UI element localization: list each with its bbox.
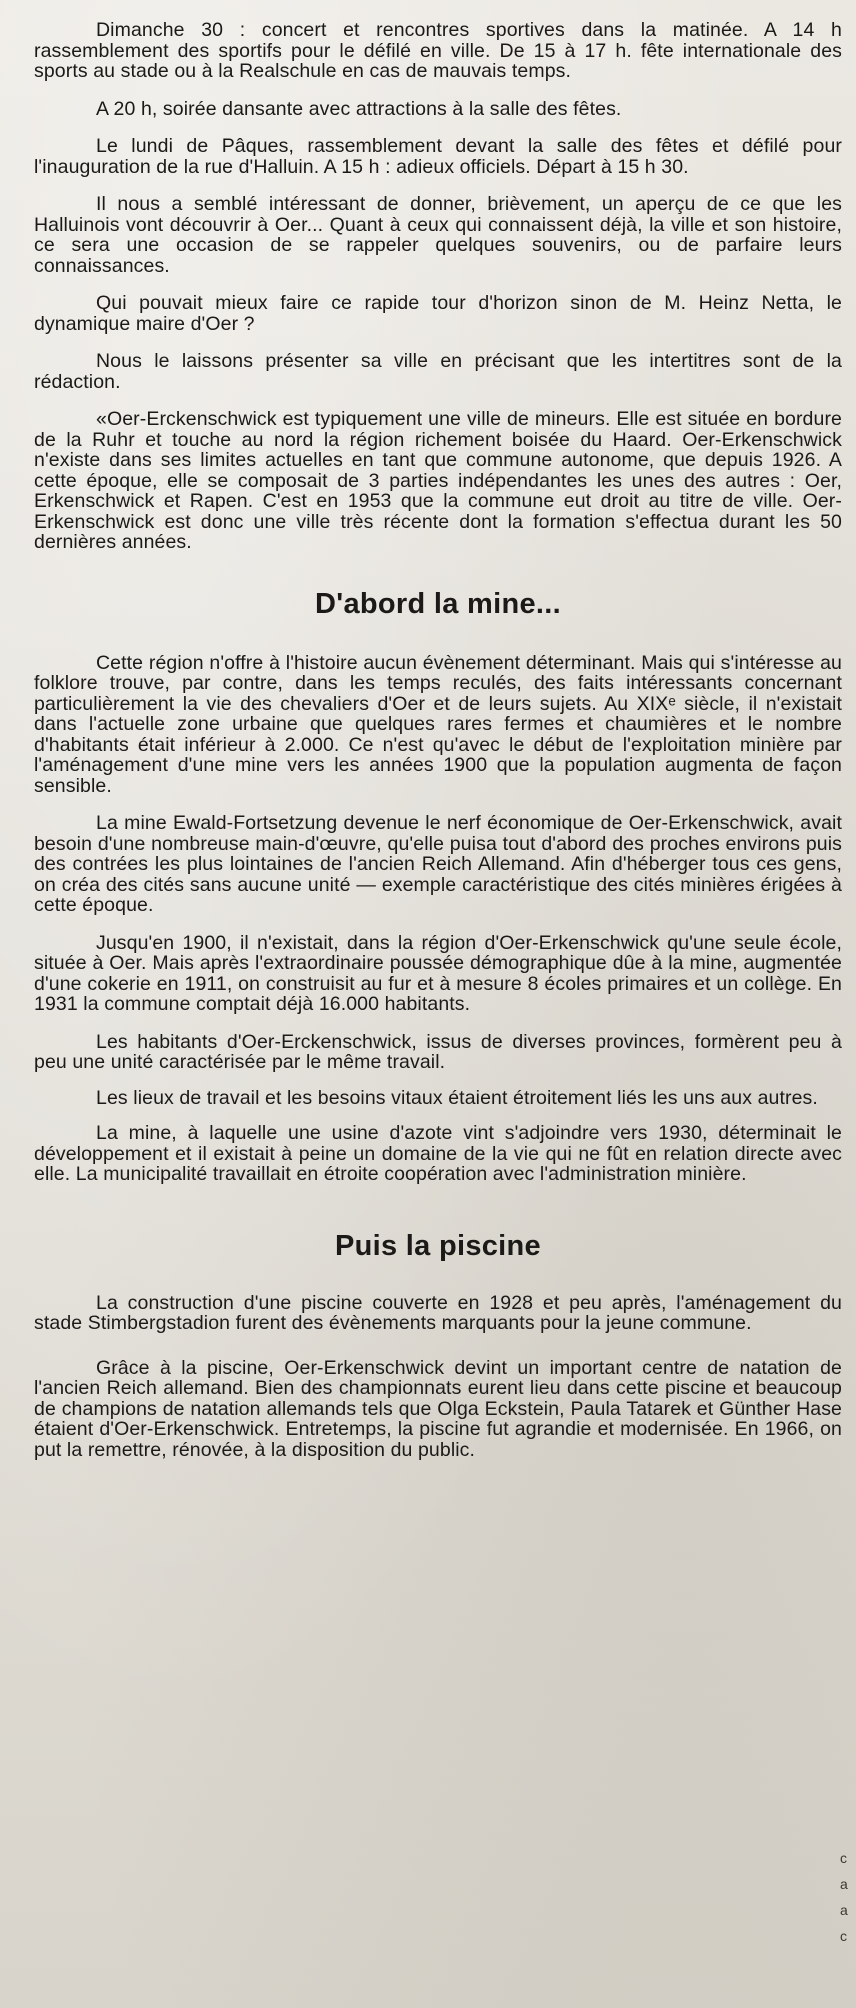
- section-heading-mine: D'abord la mine...: [315, 587, 561, 620]
- intro-paragraph-sunday: Dimanche 30 : concert et rencontres sportives dans la matinée. A 14 h rassemblement des sportifs pour le défilé en ville. De 15 à 17 h. fête internationale des sports au stade ou à la Realschule en cas de mauvais temps.: [34, 19, 842, 82]
- intro-paragraph-overview: Il nous a semblé intéressant de donner, brièvement, un aperçu de ce que les Halluinois vont découvrir à Oer... Quant à ceux qui connaissent déjà, la ville et son histoire, ce sera une occasion de se rappeler quelques souvenirs, ou de parfaire leurs connaissances.: [34, 193, 842, 277]
- intro-paragraph-evening: A 20 h, soirée dansante avec attractions à la salle des fêtes.: [96, 97, 622, 120]
- mine-paragraph-history: Cette région n'offre à l'histoire aucun évènement déterminant. Mais qui s'intéresse au folklore trouve, par contre, dans les temps reculés, des faits intéressants concernant particulièrement la vie des chevaliers d'Oer et de leurs sujets. Au XIXᵉ siècle, il n'existait dans l'actuelle zone urbaine que quelques rares fermes et chaumières et le nombre d'habitants était inférieur à 2.000. Ce n'est qu'avec le début de l'exploitation minière par l'aménagement d'une mine vers les années 1900 que la population augmenta de façon sensible.: [34, 651, 842, 797]
- adjacent-letter: a: [840, 1876, 848, 1892]
- section-heading-pool: Puis la piscine: [335, 1229, 541, 1262]
- pool-paragraph-swimming-centre: Grâce à la piscine, Oer-Erkenschwick devint un important centre de natation de l'ancien Reich allemand. Bien des championnats eurent lieu dans cette piscine et beaucoup de champions de natation allemands tels que Olga Eckstein, Paula Tatarek et Günther Hase étaient d'Oer-Erkenschwick. Entretemps, la piscine fut agrandie et modernisée. En 1966, on put la remettre, rénovée, à la disposition du public.: [34, 1356, 842, 1461]
- adjacent-letter: c: [840, 1928, 847, 1944]
- mine-paragraph-workforce: La mine Ewald-Fortsetzung devenue le nerf économique de Oer-Erkenschwick, avait besoin d'une nombreuse main-d'œuvre, qu'elle puisa tout d'abord des proches environs puis des contrées les plus lointaines de l'ancien Reich Allemand. Afin d'héberger tous ces gens, on créa des cités sans aucune unité — exemple caractéristique des cités minières érigées à cette époque.: [34, 812, 842, 916]
- pool-paragraph-construction: La construction d'une piscine couverte en 1928 et peu après, l'aménagement du stade Stimbergstadion furent des évènements marquants pour la jeune commune.: [34, 1291, 842, 1334]
- intro-paragraph-mayor: Qui pouvait mieux faire ce rapide tour d'horizon sinon de M. Heinz Netta, le dynamique maire d'Oer ?: [34, 292, 842, 335]
- article-column: [34, 20, 842, 1460]
- intro-paragraph-city-description: «Oer-Erckenschwick est typiquement une ville de mineurs. Elle est située en bordure de la Ruhr et touche au nord la région richement boisée du Haard. Oer-Erkenschwick n'existe dans ses limites actuelles en tant que commune autonome, que depuis 1926. A cette époque, elle se composait de 3 parties indépendantes les unes des autres : Oer, Erkenschwick et Rapen. C'est en 1953 que la commune eut droit au titre de ville. Oer-Erkenschwick est donc une ville très récente dont la formation s'effectua durant les 50 dernières années.: [34, 408, 842, 553]
- adjacent-letter: a: [840, 1902, 848, 1918]
- adjacent-column-letters: [840, 1845, 850, 1949]
- mine-paragraph-schools: Jusqu'en 1900, il n'existait, dans la région d'Oer-Erkenschwick qu'une seule école, située à Oer. Mais après l'extraordinaire poussée démographique dûe à la mine, augmentée d'une cokerie en 1911, on construisit au fur et à mesure 8 écoles primaires et un collège. En 1931 la commune comptait déjà 16.000 habitants.: [34, 931, 842, 1015]
- adjacent-letter: c: [840, 1850, 847, 1866]
- mine-paragraph-development: La mine, à laquelle une usine d'azote vint s'adjoindre vers 1930, déterminait le développement et il existait à peine un domaine de la vie qui ne fût en relation directe avec elle. La municipalité travaillait en étroite coopération avec l'administration minière.: [34, 1122, 842, 1185]
- intro-paragraph-editorial-note: Nous le laissons présenter sa ville en précisant que les intertitres sont de la rédaction.: [34, 350, 842, 393]
- mine-paragraph-inhabitants: Les habitants d'Oer-Erckenschwick, issus de diverses provinces, formèrent peu à peu une unité caractérisée par le même travail.: [34, 1030, 842, 1073]
- intro-paragraph-easter-monday: Le lundi de Pâques, rassemblement devant la salle des fêtes et défilé pour l'inauguration de la rue d'Halluin. A 15 h : adieux officiels. Départ à 15 h 30.: [34, 135, 842, 178]
- mine-paragraph-workplaces: Les lieux de travail et les besoins vitaux étaient étroitement liés les uns aux autres.: [96, 1086, 818, 1109]
